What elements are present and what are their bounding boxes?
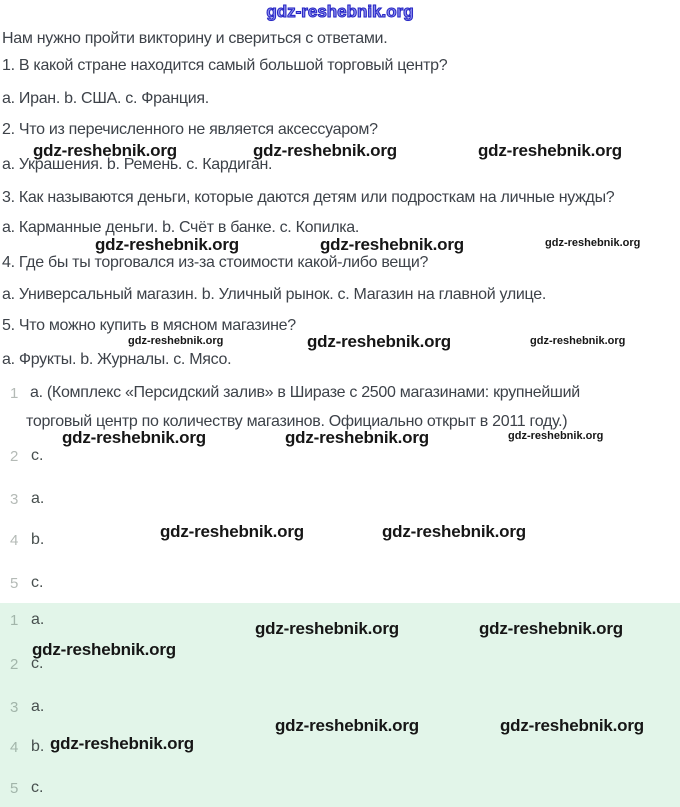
watermark: gdz-reshebnik.org bbox=[33, 141, 177, 160]
watermark: gdz-reshebnik.org bbox=[160, 522, 304, 541]
watermark: gdz-reshebnik.org bbox=[95, 235, 239, 254]
answer-letter: b. bbox=[31, 531, 45, 548]
answer-letter: а. bbox=[31, 611, 45, 628]
watermark: gdz-reshebnik.org bbox=[128, 335, 224, 347]
answer-number: 3 bbox=[10, 699, 19, 716]
answer-letter: с. bbox=[31, 779, 44, 796]
watermark: gdz-reshebnik.org bbox=[285, 428, 429, 447]
answer-number: 4 bbox=[10, 532, 19, 549]
question-4-options: а. Универсальный магазин. b. Уличный рынок. с. Магазин на главной улице. bbox=[2, 286, 546, 303]
answer-letter: с. bbox=[31, 447, 44, 464]
answer-letter: с. bbox=[31, 655, 44, 672]
question-2-options: а. Украшения. b. Ремень. с. Кардиган. bbox=[2, 156, 273, 173]
question-3: 3. Как называются деньги, которые даются детям или подросткам на личные нужды? bbox=[2, 189, 615, 206]
answer-number: 1 bbox=[10, 385, 19, 402]
watermark: gdz-reshebnik.org bbox=[382, 522, 526, 541]
answer-letter: а. bbox=[31, 698, 45, 715]
answer-number: 3 bbox=[10, 491, 19, 508]
watermark: gdz-reshebnik.org bbox=[479, 619, 623, 638]
watermark: gdz-reshebnik.org bbox=[253, 141, 397, 160]
question-2: 2. Что из перечисленного не является аксессуаром? bbox=[2, 121, 378, 138]
answer-1-line2: торговый центр по количеству магазинов. Официально открыт в 2011 году.) bbox=[26, 413, 568, 430]
question-1: 1. В какой стране находится самый большой торговый центр? bbox=[2, 57, 448, 74]
question-3-options: а. Карманные деньги. b. Счёт в банке. с. Копилка. bbox=[2, 219, 360, 236]
answer-number: 1 bbox=[10, 612, 19, 629]
answer-number: 4 bbox=[10, 739, 19, 756]
watermark: gdz-reshebnik.org bbox=[320, 235, 464, 254]
answer-letter: а. bbox=[31, 490, 45, 507]
watermark: gdz-reshebnik.org bbox=[500, 716, 644, 735]
question-5: 5. Что можно купить в мясном магазине? bbox=[2, 317, 296, 334]
answer-number: 2 bbox=[10, 448, 19, 465]
watermark: gdz-reshebnik.org bbox=[545, 237, 641, 249]
watermark: gdz-reshebnik.org bbox=[50, 734, 194, 753]
answer-letter: с. bbox=[31, 574, 44, 591]
intro-text: Нам нужно пройти викторину и свериться с ответами. bbox=[2, 30, 388, 47]
site-watermark-header: gdz-reshebnik.org bbox=[266, 2, 414, 21]
question-5-options: а. Фрукты. b. Журналы. с. Мясо. bbox=[2, 351, 232, 368]
question-4: 4. Где бы ты торговался из-за стоимости какой-либо вещи? bbox=[2, 254, 429, 271]
watermark: gdz-reshebnik.org bbox=[32, 640, 176, 659]
watermark: gdz-reshebnik.org bbox=[530, 335, 626, 347]
watermark: gdz-reshebnik.org bbox=[508, 430, 604, 442]
answer-number: 5 bbox=[10, 780, 19, 797]
watermark: gdz-reshebnik.org bbox=[307, 332, 451, 351]
answer-letter: b. bbox=[31, 738, 45, 755]
watermark: gdz-reshebnik.org bbox=[478, 141, 622, 160]
watermark: gdz-reshebnik.org bbox=[62, 428, 206, 447]
question-1-options: а. Иран. b. США. с. Франция. bbox=[2, 90, 209, 107]
watermark: gdz-reshebnik.org bbox=[255, 619, 399, 638]
answer-1-line1: а. (Комплекс «Персидский залив» в Ширазе с 2500 магазинами: крупнейший bbox=[30, 384, 580, 401]
answer-number: 5 bbox=[10, 575, 19, 592]
answer-number: 2 bbox=[10, 656, 19, 673]
watermark: gdz-reshebnik.org bbox=[275, 716, 419, 735]
